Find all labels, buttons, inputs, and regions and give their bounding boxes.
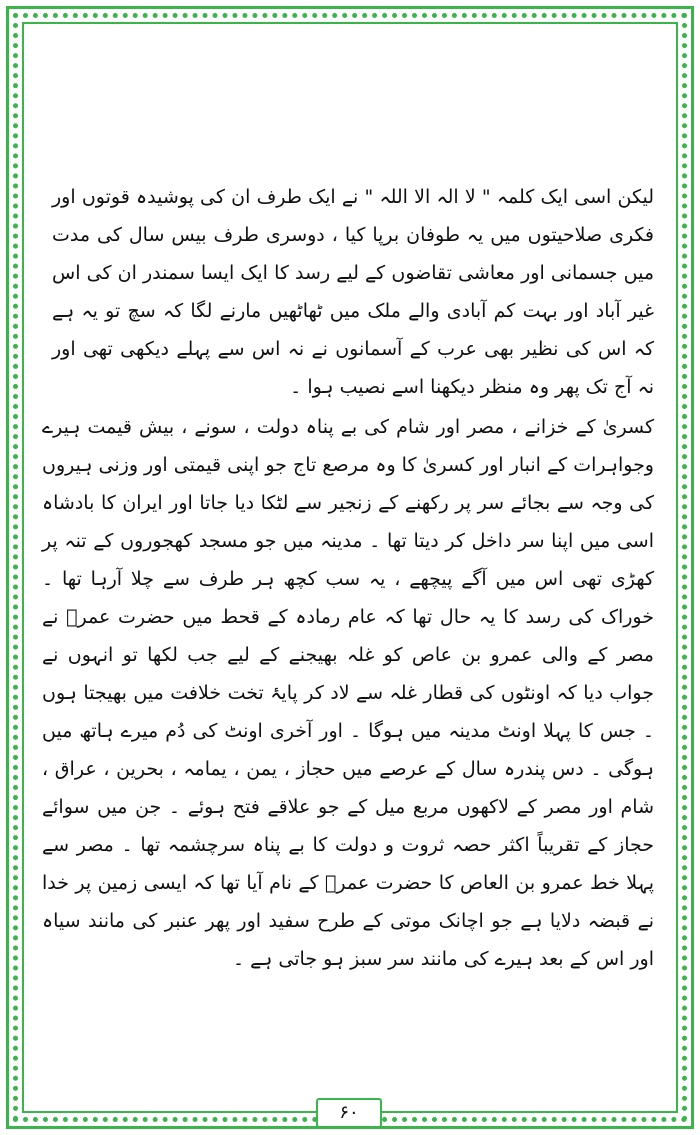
paragraph: لیکن اسی ایک کلمہ " لا الہ الا اللہ " نے ایک طرف ان کی پوشیدہ قوتوں اور فکری صلاحیتوں میں یہ طوفان برپا کیا ، دوسری طرف بیس سال کی مدت میں جسمانی اور معاشی تقاضوں کے لیے رسد کا ایک ایسا سمندر ان کی اس غیر آباد اور بہت کم آبادی والے ملک میں ٹھاٹھیں مارنے لگا کہ سچ تو یہ ہے کہ اس کی نظیر بھی عرب کے آسمانوں نے نہ اس سے پہلے دیکھی تھی اور نہ آج تک پھر وہ منظر دیکھنا اسے نصیب ہوا ۔ [52,186,654,398]
paragraph: کسریٰ کے خزانے ، مصر اور شام کی بے پناہ دولت ، سونے ، بیش قیمت ہیرے وجواہرات کے انبار اور کسریٰ کا وہ مرصع تاج جو اپنی قیمتی اور وزنی ہیروں کی وجہ سے بجائے سر پر رکھنے کے زنجیر سے لٹکا دیا جاتا اور ایران کا بادشاہ اسی میں اپنا سر داخل کر دیتا تھا ۔ مدینہ میں جو مسجد کھجوروں کے تنہ پر کھڑی تھی اس میں آگے پیچھے ، یہ سب کچھ ہر طرف سے چلا آرہا تھا ۔ خوراک کی رسد کا یہ حال تھا کہ عام رمادہ کے قحط میں حضرت عمرؓ نے مصر کے والی عمرو بن عاص کو غلہ بھیجنے کے لیے جب لکھا تو انہوں نے جواب دیا کہ اونٹوں کی قطار غلہ سے لاد کر پایۂ تخت خلافت میں بھیجتا ہوں ۔ جس کا پہلا اونٹ مدینہ میں ہوگا ۔ اور آخری اونٹ کی دُم میرے ہاتھ میں ہوگی ۔ دس پندرہ سال کے عرصے میں حجاز ، یمن ، یمامہ ، بحرین ، عراق ، شام اور مصر کے لاکھوں مربع میل کے جو علاقے فتح ہوئے ۔ جن میں سوائے حجاز کے تقریباً اکثر حصہ ثروت و دولت کا بے پناہ سرچشمہ تھا ۔ مصر سے پہلا خط عمرو بن العاص کا حضرت عمرؓ کے نام آیا تھا کہ ایسی زمین پر خدا نے قبضہ دلایا ہے جو اچانک موتی کے طرح سفید اور پھر عنبر کی مانند سیاہ اور اس کے بعد ہیرے کی مانند سر سبز ہو جاتی ہے ۔ [42,416,654,970]
page-number: ۶۰ [316,1098,382,1128]
body-text [42,178,654,978]
